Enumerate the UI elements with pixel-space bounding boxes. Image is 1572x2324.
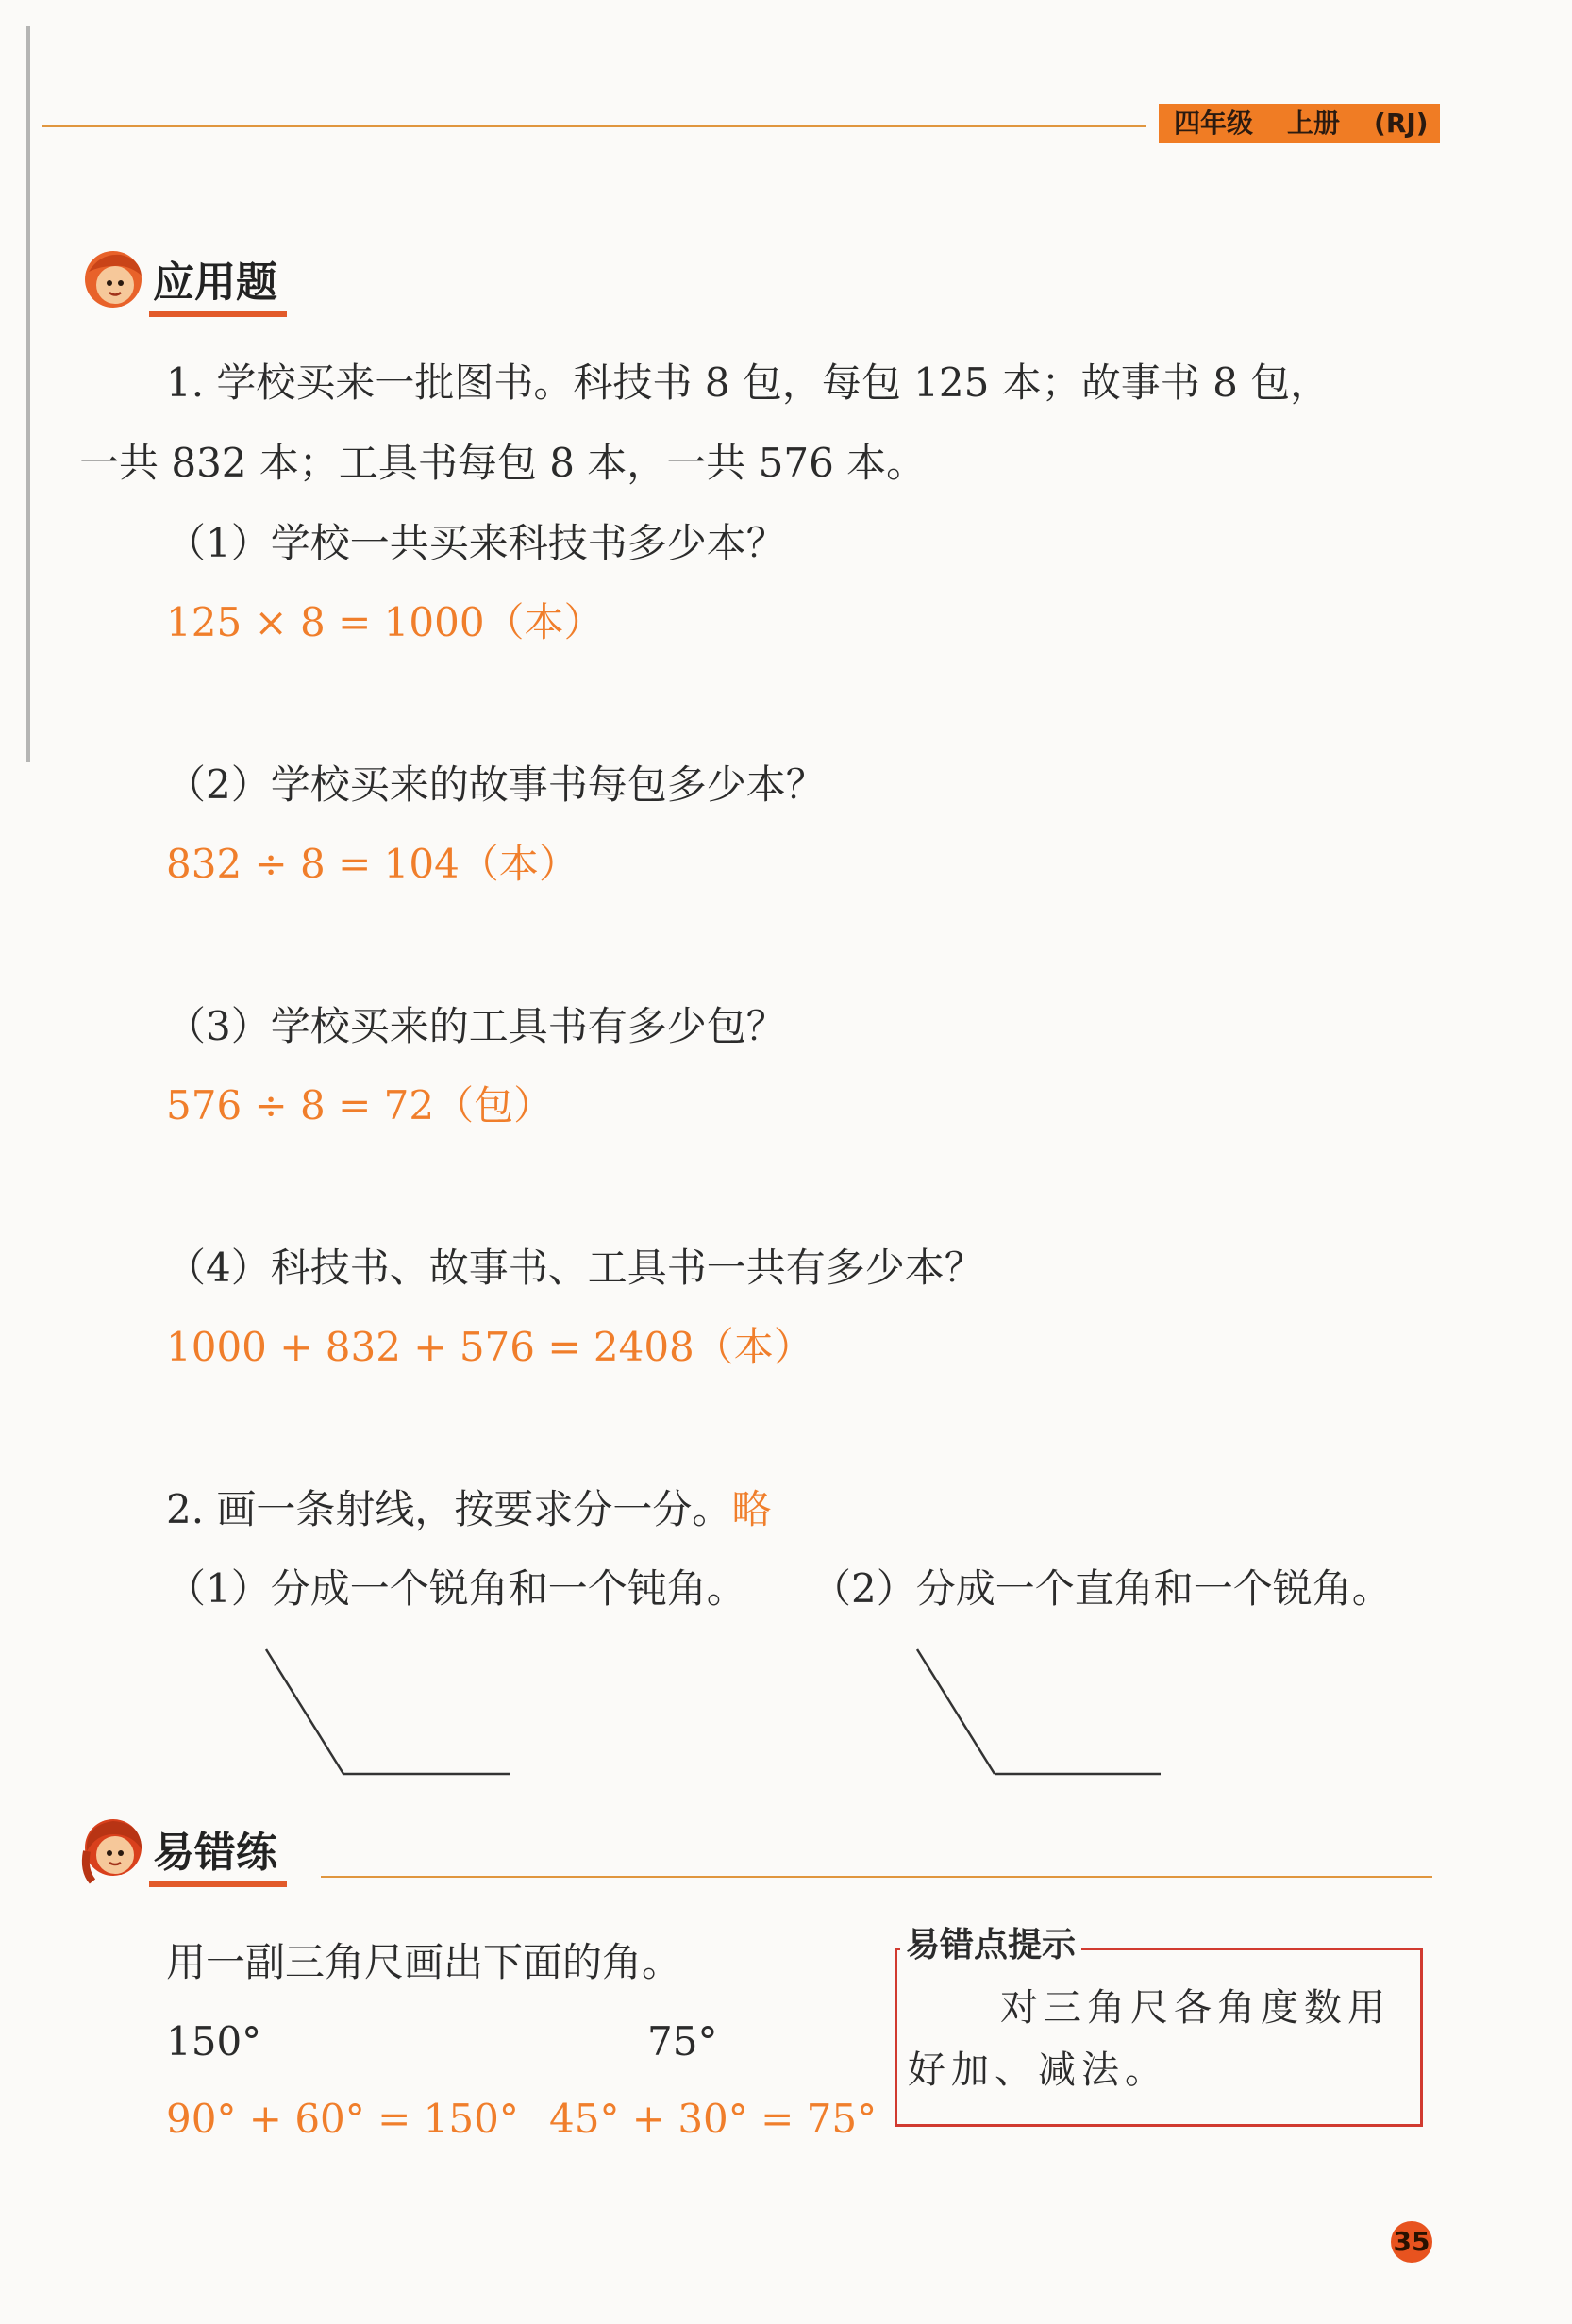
problem1-line1: 1. 学校买来一批图书。科技书 8 包，每包 125 本；故事书 8 包， xyxy=(166,359,1330,406)
practice-angle-150: 150° xyxy=(166,2018,262,2065)
section-title: 应用题 xyxy=(149,259,287,317)
volume-label: 上册 xyxy=(1287,108,1341,139)
tip-line2: 好加、减法。 xyxy=(908,2048,1168,2092)
problem1-line2: 一共 832 本；工具书每包 8 本，一共 576 本。 xyxy=(79,440,927,486)
problem2-text xyxy=(166,1483,771,1536)
question-1: （1）学校一共买来科技书多少本？ xyxy=(166,520,786,566)
edition-label: (RJ) xyxy=(1374,108,1429,139)
header-rule xyxy=(42,125,1146,127)
practice-angle-75: 75° xyxy=(647,2018,718,2065)
section-header-applications xyxy=(75,243,287,317)
obtuse-angle-figure xyxy=(255,1642,538,1793)
girl-mascot-icon xyxy=(75,1814,149,1887)
problem2-sub1: （1）分成一个锐角和一个钝角。 xyxy=(166,1565,746,1612)
tip-box xyxy=(895,1948,1423,2127)
problem2-answer: 略 xyxy=(731,1486,772,1532)
problem2-prompt: 2. 画一条射线，按要求分一分。 xyxy=(166,1486,732,1532)
page-number: 35 xyxy=(1391,2221,1432,2263)
section2-rule xyxy=(321,1876,1432,1878)
answer-3: 576 ÷ 8 = 72（包） xyxy=(166,1082,554,1129)
practice-answer-1: 90° + 60° = 150° xyxy=(166,2096,519,2142)
tip-line1: 对三角尺各角度数用 xyxy=(1000,1986,1391,2030)
problem2-sub2: （2）分成一个直角和一个锐角。 xyxy=(811,1565,1392,1612)
question-3: （3）学校买来的工具书有多少包？ xyxy=(166,1003,786,1049)
section-title: 易错练 xyxy=(149,1829,287,1887)
grade-tag xyxy=(1159,104,1440,143)
practice-answer-2: 45° + 30° = 75° xyxy=(549,2096,878,2142)
question-2: （2）学校买来的故事书每包多少本？ xyxy=(166,761,826,808)
boy-mascot-icon xyxy=(75,243,149,317)
answer-1: 125 × 8 = 1000（本） xyxy=(166,599,604,645)
section-header-error-prone xyxy=(75,1814,287,1887)
tip-title: 易错点提示 xyxy=(900,1925,1081,1966)
answer-2: 832 ÷ 8 = 104（本） xyxy=(166,841,578,887)
book-spine-shadow xyxy=(26,26,30,762)
answer-4: 1000 + 832 + 576 = 2408（本） xyxy=(166,1324,813,1370)
practice-instruction: 用一副三角尺画出下面的角。 xyxy=(166,1939,682,1985)
grade-label: 四年级 xyxy=(1174,108,1254,139)
question-4: （4）科技书、故事书、工具书一共有多少本？ xyxy=(166,1245,984,1291)
right-acute-angle-figure xyxy=(906,1642,1189,1793)
